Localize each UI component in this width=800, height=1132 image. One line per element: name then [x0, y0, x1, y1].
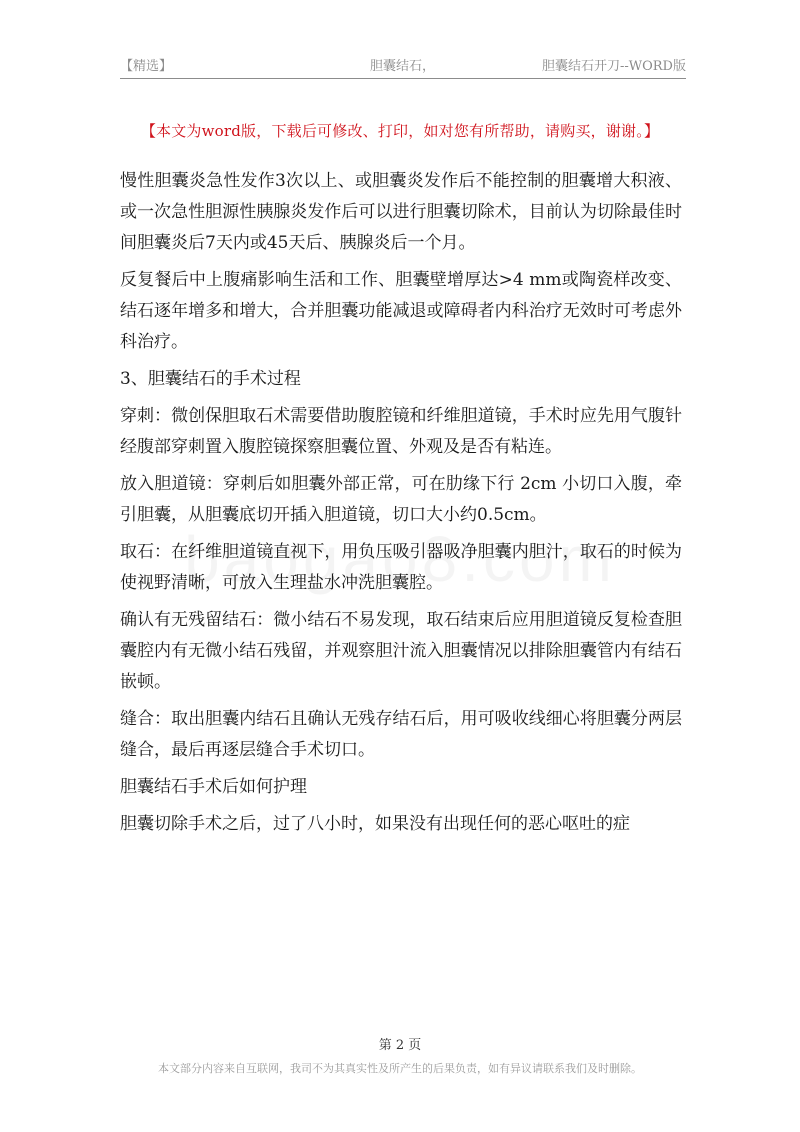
word-version-notice: 【本文为word版，下载后可修改、打印，如对您有所帮助，请购买，谢谢。】 — [140, 122, 660, 140]
paragraph: 放入胆道镜：穿刺后如胆囊外部正常，可在肋缘下行 2cm 小切口入腹，牵引胆囊，从胆囊底切开插入胆道镜，切口大小约0.5cm。 — [120, 474, 682, 525]
header-left-label: 【精选】 — [120, 59, 173, 74]
page-footer-disclaimer: 本文部分内容来自互联网，我司不为其真实性及所产生的后果负责，如有异议请联系我们及时删除。 — [158, 1062, 642, 1075]
paragraph: 反复餐后中上腹痛影响生活和工作、胆囊壁增厚达>4 mm或陶瓷样改变、结石逐年增多和增大，合并胆囊功能减退或障碍者内科治疗无效时可考虑外科治疗。 — [120, 270, 682, 352]
header-right-label: 胆囊结石开刀--WORD版 — [541, 59, 686, 74]
paragraph: 取石：在纤维胆道镜直视下，用负压吸引器吸净胆囊内胆汁，取石的时候为使视野清晰，可放入生理盐水冲洗胆囊腔。 — [120, 542, 682, 593]
paragraph: 慢性胆囊炎急性发作3次以上、或胆囊炎发作后不能控制的胆囊增大积液、或一次急性胆源性胰腺炎发作后可以进行胆囊切除术，目前认为切除最佳时间胆囊炎后7天内或45天后、胰腺炎后一个月。 — [120, 171, 682, 253]
section-heading: 胆囊结石手术后如何护理 — [120, 777, 307, 797]
paragraph: 确认有无残留结石：微小结石不易发现，取石结束后应用胆道镜反复检查胆囊腔内有无微小结石残留，并观察胆汁流入胆囊情况以排除胆囊管内有结石嵌顿。 — [120, 610, 682, 692]
header-center-label: 胆囊结石， — [370, 59, 436, 74]
document-body — [120, 166, 682, 846]
section-heading: 3、胆囊结石的手术过程 — [120, 369, 301, 389]
page-header — [120, 52, 686, 79]
page-number: 第 2 页 — [378, 1038, 422, 1053]
paragraph: 胆囊切除手术之后，过了八小时，如果没有出现任何的恶心呕吐的症 — [120, 814, 630, 834]
paragraph: 缝合：取出胆囊内结石且确认无残存结石后，用可吸收线细心将胆囊分两层缝合，最后再逐层缝合手术切口。 — [120, 709, 682, 760]
paragraph: 穿刺：微创保胆取石术需要借助腹腔镜和纤维胆道镜，手术时应先用气腹针经腹部穿刺置入腹腔镜探察胆囊位置、外观及是否有粘连。 — [120, 406, 682, 457]
